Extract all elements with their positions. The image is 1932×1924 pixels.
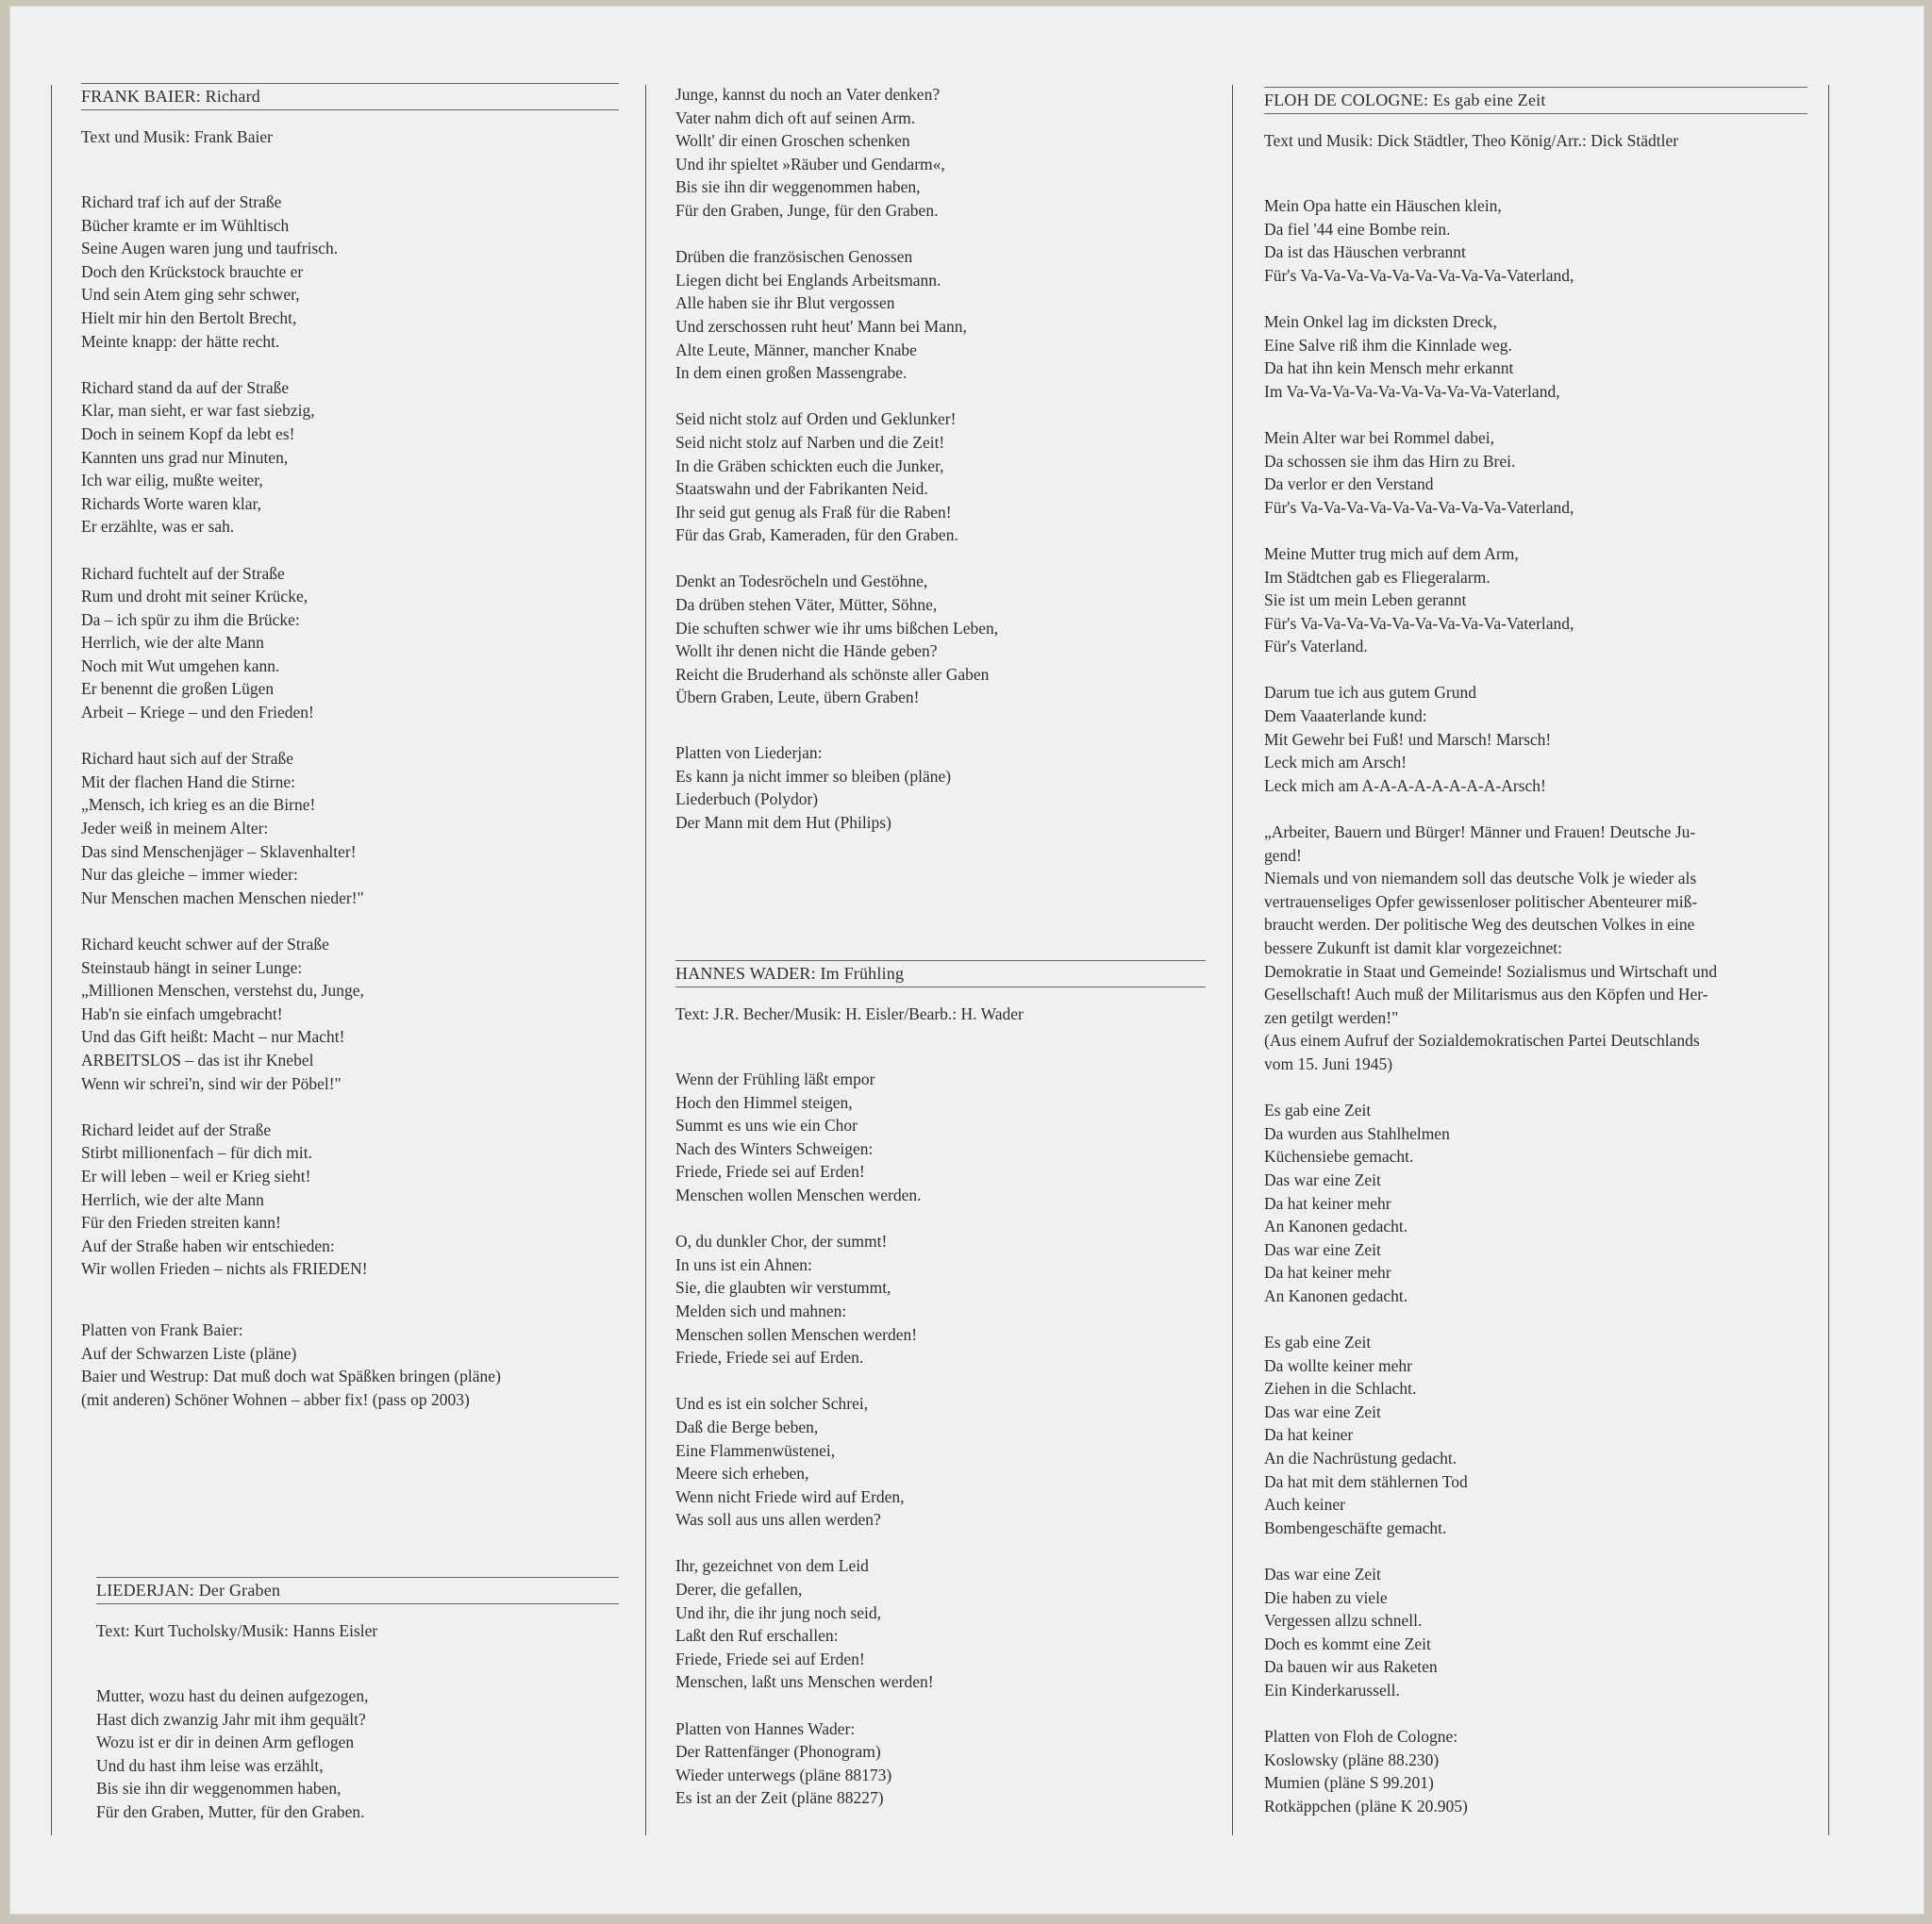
lyric-line: Er erzählte, was er sah. — [81, 517, 235, 537]
lyric-line: Mit Gewehr bei Fuß! und Marsch! Marsch! — [1264, 729, 1552, 749]
lyric-line: „Mensch, ich krieg es an die Birne! — [81, 795, 316, 815]
discography-item: Rotkäppchen (pläne K 20.905) — [1264, 1796, 1468, 1816]
discography-item: Wieder unterwegs (pläne 88173) — [675, 1765, 892, 1784]
lyric-line: Sie, die glaubten wir verstummt, — [675, 1278, 891, 1298]
lyric-line: Ein Kinderkarussell. — [1264, 1681, 1400, 1700]
column-3 — [1264, 87, 1807, 1818]
lyric-line: Darum tue ich aus gutem Grund — [1264, 683, 1477, 703]
lyric-line: „Millionen Menschen, verstehst du, Junge, — [81, 981, 364, 1001]
lyric-line: Da – ich spür zu ihm die Brücke: — [81, 609, 300, 629]
stanza — [81, 1119, 619, 1281]
lyric-line: Doch den Krückstock brauchte er — [81, 261, 304, 281]
lyric-line: Für das Grab, Kameraden, für den Graben. — [675, 525, 958, 545]
lyric-line: Wollt' dir einen Groschen schenken — [675, 131, 910, 151]
column-2 — [675, 83, 1213, 834]
lyric-line: In uns ist ein Ahnen: — [675, 1254, 812, 1274]
lyric-line: An Kanonen gedacht. — [1264, 1285, 1408, 1305]
lyric-line: Leck mich am Arsch! — [1264, 753, 1407, 772]
column-1 — [81, 83, 619, 1411]
lyric-line: Und das Gift heißt: Macht – nur Macht! — [81, 1027, 345, 1047]
lyric-line: Hielt mir hin den Bertolt Brecht, — [81, 307, 297, 327]
lyric-line: Vater nahm dich oft auf seinen Arm. — [675, 108, 916, 127]
lyric-line: Übern Graben, Leute, übern Graben! — [675, 688, 920, 707]
stanza — [1264, 194, 1807, 287]
lyric-line: Da hat keiner mehr — [1264, 1193, 1391, 1213]
lyric-line: Drüben die französischen Genossen — [675, 247, 913, 267]
lyric-line: Wozu ist er dir in deinen Arm geflogen — [96, 1733, 355, 1752]
lyric-line: Für's Vaterland. — [1264, 637, 1368, 656]
discography-item: Der Rattenfänger (Phonogram) — [675, 1742, 881, 1762]
lyric-line: Dem Vaaaterlande kund: — [1264, 706, 1427, 726]
lyric-line: Für den Graben, Mutter, für den Graben. — [96, 1801, 365, 1821]
song-credit: Text: J.R. Becher/Musik: H. Eisler/Bearb.: H. Wader — [675, 1004, 1024, 1023]
lyric-line: Wenn wir schrei'n, sind wir der Pöbel!" — [81, 1073, 341, 1093]
lyric-line: Richard haut sich auf der Straße — [81, 749, 293, 769]
quote-source: vom 15. Juni 1945) — [1264, 1053, 1393, 1073]
lyrics — [81, 191, 619, 1281]
lyric-line: Da hat keiner mehr — [1264, 1263, 1391, 1283]
lyric-line: Arbeit – Kriege – und den Frieden! — [81, 703, 314, 722]
lyric-line: Nur das gleiche – immer wieder: — [81, 865, 298, 885]
quote-line: zen getilgt werden!" — [1264, 1007, 1399, 1027]
lyric-line: Meine Mutter trug mich auf dem Arm, — [1264, 543, 1519, 563]
lyrics — [675, 83, 1213, 709]
lyric-line: In die Gräben schickten euch die Junker, — [675, 456, 944, 475]
lyric-line: Noch mit Wut umgehen kann. — [81, 655, 280, 675]
discography-title: Platten von Frank Baier: — [81, 1319, 243, 1339]
lyric-line: Steinstaub hängt in seiner Lunge: — [81, 957, 303, 977]
lyric-line: Für den Graben, Junge, für den Graben. — [675, 200, 939, 220]
lyric-line: Für's Va-Va-Va-Va-Va-Va-Va-Va-Va-Vaterland, — [1264, 265, 1574, 285]
stanza — [1264, 1331, 1807, 1539]
discography-item: Es kann ja nicht immer so bleiben (pläne) — [675, 766, 952, 786]
lyrics — [1264, 194, 1807, 1702]
discography — [81, 1319, 619, 1411]
lyric-line: Menschen sollen Menschen werden! — [675, 1324, 918, 1344]
lyric-line: Mein Alter war bei Rommel dabei, — [1264, 427, 1494, 447]
lyric-line: Da drüben stehen Väter, Mütter, Söhne, — [675, 595, 938, 615]
discography-item: Liederbuch (Polydor) — [675, 789, 819, 809]
discography-item: Koslowsky (pläne 88.230) — [1264, 1750, 1440, 1769]
song-header: FLOH DE COLOGNE: Es gab eine Zeit — [1264, 87, 1807, 114]
lyric-line: ARBEITSLOS – das ist ihr Knebel — [81, 1050, 314, 1070]
lyric-line: Für den Frieden streiten kann! — [81, 1213, 281, 1233]
lyric-line: Und sein Atem ging sehr schwer, — [81, 285, 300, 305]
lyric-line: Was soll aus uns allen werden? — [675, 1510, 881, 1530]
stanza — [675, 1392, 1206, 1532]
stanza — [1264, 1563, 1807, 1702]
lyric-line: Seid nicht stolz auf Narben und die Zeit! — [675, 432, 945, 452]
lyric-line: Richard keucht schwer auf der Straße — [81, 935, 329, 954]
stanza — [81, 376, 619, 539]
lyric-line: Mit der flachen Hand die Stirne: — [81, 771, 295, 791]
song-frank-baier — [81, 83, 619, 1411]
lyric-line: Menschen wollen Menschen werden. — [675, 1185, 922, 1204]
stanza — [675, 1230, 1206, 1369]
lyric-line: Die schuften schwer wie ihr ums bißchen Leben, — [675, 618, 999, 638]
lyric-line: Liegen dicht bei Englands Arbeitsmann. — [675, 270, 941, 290]
quote-line: vertrauenseliges Opfer gewissenloser politischer Abenteurer miß- — [1264, 891, 1698, 911]
lyric-line: Küchensiebe gemacht. — [1264, 1147, 1414, 1167]
lyric-line: Bis sie ihn dir weggenommen haben, — [96, 1779, 341, 1799]
lyric-line: Nur Menschen machen Menschen nieder!" — [81, 887, 364, 907]
lyric-line: Da fiel '44 eine Bombe rein. — [1264, 219, 1451, 239]
lyric-line: Rum und droht mit seiner Krücke, — [81, 587, 308, 606]
lyric-line: Mein Opa hatte ein Häuschen klein, — [1264, 196, 1502, 215]
lyric-line: Wenn der Frühling läßt empor — [675, 1070, 875, 1088]
discography-title: Platten von Floh de Cologne: — [1264, 1727, 1458, 1747]
lyric-line: Im Städtchen gab es Fliegeralarm. — [1264, 567, 1491, 587]
lyric-line: Doch in seinem Kopf da lebt es! — [81, 423, 295, 443]
lyric-line: Es gab eine Zeit — [1264, 1101, 1372, 1120]
lyric-line: Auf der Straße haben wir entschieden: — [81, 1236, 335, 1255]
song-liederjan — [96, 1577, 619, 1847]
lyric-line: Denkt an Todesröcheln und Gestöhne, — [675, 572, 928, 591]
column-rule — [645, 85, 646, 1835]
quote-source: (Aus einem Aufruf der Sozialdemokratischen Partei Deutschlands — [1264, 1031, 1700, 1051]
lyric-line: Seine Augen waren jung und taufrisch. — [81, 239, 339, 258]
lyric-line: Nach des Winters Schweigen: — [675, 1138, 874, 1158]
lyric-line: Laßt den Ruf erschallen: — [675, 1626, 839, 1646]
discography-item: Es ist an der Zeit (pläne 88227) — [675, 1788, 884, 1808]
lyric-line: Reicht die Bruderhand als schönste aller Gaben — [675, 664, 990, 684]
lyric-line: Die haben zu viele — [1264, 1587, 1388, 1607]
lyric-line: Bombengeschäfte gemacht. — [1264, 1518, 1447, 1537]
quotation — [1264, 821, 1807, 1076]
stanza — [1264, 542, 1807, 658]
lyric-line: Ihr seid gut genug als Fraß für die Raben! — [675, 502, 952, 522]
lyric-line: An Kanonen gedacht. — [1264, 1217, 1408, 1236]
lyric-line: Das war eine Zeit — [1264, 1565, 1381, 1584]
lyric-line: Stirbt millionenfach – für dich mit. — [81, 1143, 312, 1163]
lyric-line: Meinte knapp: der hätte recht. — [81, 331, 280, 351]
lyric-line: Menschen, laßt uns Menschen werden! — [675, 1672, 934, 1692]
lyric-line: Hoch den Himmel steigen, — [675, 1092, 853, 1112]
stanza — [96, 1684, 619, 1824]
lyric-line: Staatswahn und der Fabrikanten Neid. — [675, 479, 928, 499]
stanza — [675, 1554, 1206, 1694]
song-header: FRANK BAIER: Richard — [81, 83, 619, 110]
lyric-line: Klar, man sieht, er war fast siebzig, — [81, 401, 315, 421]
lyric-line: Doch es kommt eine Zeit — [1264, 1634, 1431, 1653]
lyric-line: Richard leidet auf der Straße — [81, 1120, 272, 1139]
lyric-line: Summt es uns wie ein Chor — [675, 1116, 858, 1136]
lyric-line: Für's Va-Va-Va-Va-Va-Va-Va-Va-Va-Vaterland, — [1264, 497, 1574, 517]
lyric-line: Da hat ihn kein Mensch mehr erkannt — [1264, 358, 1514, 378]
lyric-line: Mein Onkel lag im dicksten Dreck, — [1264, 311, 1497, 331]
lyric-line: Alle haben sie ihr Blut vergossen — [675, 293, 895, 313]
lyric-line: Und ihr, die ihr jung noch seid, — [675, 1602, 882, 1622]
discography-item: Auf der Schwarzen Liste (pläne) — [81, 1343, 297, 1363]
song-header: LIEDERJAN: Der Graben — [96, 1577, 619, 1604]
song-credit: Text und Musik: Frank Baier — [81, 127, 273, 146]
lyric-line: Richard fuchtelt auf der Straße — [81, 563, 285, 583]
discography-item: Der Mann mit dem Hut (Philips) — [675, 812, 891, 832]
song-hannes-wader — [675, 960, 1206, 1810]
lyric-line: Er benennt die großen Lügen — [81, 679, 275, 699]
quote-line: bessere Zukunft ist damit klar vorgezeichnet: — [1264, 938, 1563, 957]
stanza — [81, 747, 619, 909]
lyric-line: Das war eine Zeit — [1264, 1239, 1381, 1259]
discography — [675, 1717, 1206, 1810]
lyric-line: Und du hast ihm leise was erzählt, — [96, 1755, 324, 1775]
discography-item: (mit anderen) Schöner Wohnen – abber fix! (pass op 2003) — [81, 1389, 470, 1409]
lyric-line: Und ihr spieltet »Räuber und Gendarm«, — [675, 154, 945, 174]
lyric-line: Sie ist um mein Leben gerannt — [1264, 590, 1467, 610]
lyric-line: Das sind Menschenjäger – Sklavenhalter! — [81, 841, 357, 861]
lyric-line: Derer, die gefallen, — [675, 1580, 803, 1600]
lyric-line: Da hat mit dem stählernen Tod — [1264, 1471, 1468, 1491]
lyric-line: Richard traf ich auf der Straße — [81, 192, 282, 211]
discography-title: Platten von Hannes Wader: — [675, 1718, 856, 1738]
stanza — [675, 245, 1213, 385]
lyric-line: In dem einen großen Massengrabe. — [675, 363, 908, 383]
lyric-line: Bis sie ihn dir weggenommen haben, — [675, 177, 921, 197]
lyric-line: Ziehen in die Schlacht. — [1264, 1379, 1417, 1399]
lyric-line: Wir wollen Frieden – nichts als FRIEDEN! — [81, 1259, 368, 1279]
lyric-line: Und es ist ein solcher Schrei, — [675, 1394, 869, 1414]
lyric-line: Da hat keiner — [1264, 1425, 1354, 1445]
column-rule — [1232, 85, 1233, 1835]
column-rule — [1828, 85, 1829, 1835]
stanza — [81, 933, 619, 1095]
lyric-line: Da verlor er den Verstand — [1264, 474, 1434, 494]
lyric-line: Vergessen allzu schnell. — [1264, 1611, 1423, 1631]
column-rule — [51, 85, 52, 1835]
stanza — [81, 191, 619, 353]
lyric-line: Bücher kramte er im Wühltisch — [81, 215, 290, 235]
quote-line: Gesellschaft! Auch muß der Militarismus aus den Köpfen und Her- — [1264, 985, 1708, 1004]
lyric-line: Und zerschossen ruht heut' Mann bei Mann, — [675, 316, 967, 336]
lyric-line: Melden sich und mahnen: — [675, 1301, 847, 1320]
discography — [675, 741, 1213, 834]
lyrics — [675, 1068, 1206, 1694]
quote-line: „Arbeiter, Bauern und Bürger! Männer und Frauen! Deutsche Ju- — [1264, 822, 1696, 842]
lyric-sheet — [9, 6, 1924, 1915]
lyric-line: Mutter, wozu hast du deinen aufgezogen, — [96, 1686, 369, 1705]
lyric-line: Hab'n sie einfach umgebracht! — [81, 1003, 283, 1023]
song-credit: Text und Musik: Dick Städtler, Theo König/Arr.: Dick Städtler — [1264, 131, 1679, 150]
stanza — [675, 570, 1213, 709]
lyric-line: Herrlich, wie der alte Mann — [81, 1189, 264, 1209]
lyric-line: Ich war eilig, mußte weiter, — [81, 471, 263, 490]
lyric-line: Wollt ihr denen nicht die Hände geben? — [675, 641, 938, 661]
lyric-line: Auch keiner — [1264, 1495, 1346, 1515]
lyric-line: Da ist das Häuschen verbrannt — [1264, 242, 1466, 262]
song-credit: Text: Kurt Tucholsky/Musik: Hanns Eisler — [96, 1621, 378, 1640]
quote-line: gend! — [1264, 845, 1302, 865]
quote-line: Demokratie in Staat und Gemeinde! Sozialismus und Wirtschaft und — [1264, 961, 1718, 981]
stanza — [675, 83, 1213, 223]
lyric-line: Kannten uns grad nur Minuten, — [81, 447, 289, 467]
lyric-line: Herrlich, wie der alte Mann — [81, 633, 264, 653]
song-header: HANNES WADER: Im Frühling — [675, 960, 1206, 987]
lyric-line: Eine Flammenwüstenei, — [675, 1440, 836, 1460]
stanza — [1264, 681, 1807, 797]
discography-item: Mumien (pläne S 99.201) — [1264, 1773, 1434, 1793]
stanza — [675, 407, 1213, 547]
lyric-line: Da wollte keiner mehr — [1264, 1355, 1412, 1375]
lyric-line: Da schossen sie ihm das Hirn zu Brei. — [1264, 451, 1516, 471]
lyric-line: Junge, kannst du noch an Vater denken? — [675, 85, 941, 104]
stanza — [81, 562, 619, 724]
lyric-line: Richard stand da auf der Straße — [81, 377, 290, 397]
lyric-line: Für's Va-Va-Va-Va-Va-Va-Va-Va-Va-Vaterland, — [1264, 613, 1574, 633]
lyric-line: Wenn nicht Friede wird auf Erden, — [675, 1486, 905, 1506]
stanza — [675, 1068, 1206, 1207]
lyric-line: Friede, Friede sei auf Erden! — [675, 1649, 865, 1668]
lyric-line: Da wurden aus Stahlhelmen — [1264, 1123, 1450, 1143]
lyric-line: Hast dich zwanzig Jahr mit ihm gequält? — [96, 1709, 366, 1729]
lyric-line: Friede, Friede sei auf Erden! — [675, 1162, 865, 1182]
quote-line: braucht werden. Der politische Weg des deutschen Volkes in eine — [1264, 915, 1695, 935]
stanza — [1264, 1099, 1807, 1307]
discography — [1264, 1725, 1807, 1817]
lyric-line: Seid nicht stolz auf Orden und Geklunker! — [675, 409, 957, 429]
discography-title: Platten von Liederjan: — [675, 743, 823, 763]
lyric-line: Das war eine Zeit — [1264, 1169, 1381, 1189]
lyric-line: O, du dunkler Chor, der summt! — [675, 1232, 888, 1252]
lyric-line: Daß die Berge beben, — [675, 1417, 819, 1436]
lyric-line: Leck mich am A-A-A-A-A-A-A-A-Arsch! — [1264, 775, 1546, 795]
lyric-line: Im Va-Va-Va-Va-Va-Va-Va-Va-Va-Vaterland, — [1264, 381, 1560, 401]
lyric-line: Meere sich erheben, — [675, 1464, 809, 1484]
lyric-line: Das war eine Zeit — [1264, 1402, 1381, 1421]
lyric-line: Eine Salve riß ihm die Kinnlade weg. — [1264, 335, 1512, 355]
discography-item: Baier und Westrup: Dat muß doch wat Späßken bringen (pläne) — [81, 1367, 501, 1386]
stanza — [1264, 426, 1807, 519]
quote-line: Niemals und von niemandem soll das deutsche Volk je wieder als — [1264, 869, 1697, 888]
lyric-line: Es gab eine Zeit — [1264, 1333, 1372, 1352]
lyric-line: Da bauen wir aus Raketen — [1264, 1657, 1438, 1677]
lyric-line: Er will leben – weil er Krieg sieht! — [81, 1166, 311, 1186]
stanza — [1264, 310, 1807, 403]
lyric-line: Ihr, gezeichnet von dem Leid — [675, 1556, 869, 1576]
lyrics — [96, 1684, 619, 1824]
lyric-line: Alte Leute, Männer, mancher Knabe — [675, 340, 917, 359]
lyric-line: Friede, Friede sei auf Erden. — [675, 1348, 864, 1368]
lyric-line: An die Nachrüstung gedacht. — [1264, 1449, 1457, 1468]
lyric-line: Richards Worte waren klar, — [81, 493, 261, 513]
lyric-line: Jeder weiß in meinem Alter: — [81, 819, 269, 838]
